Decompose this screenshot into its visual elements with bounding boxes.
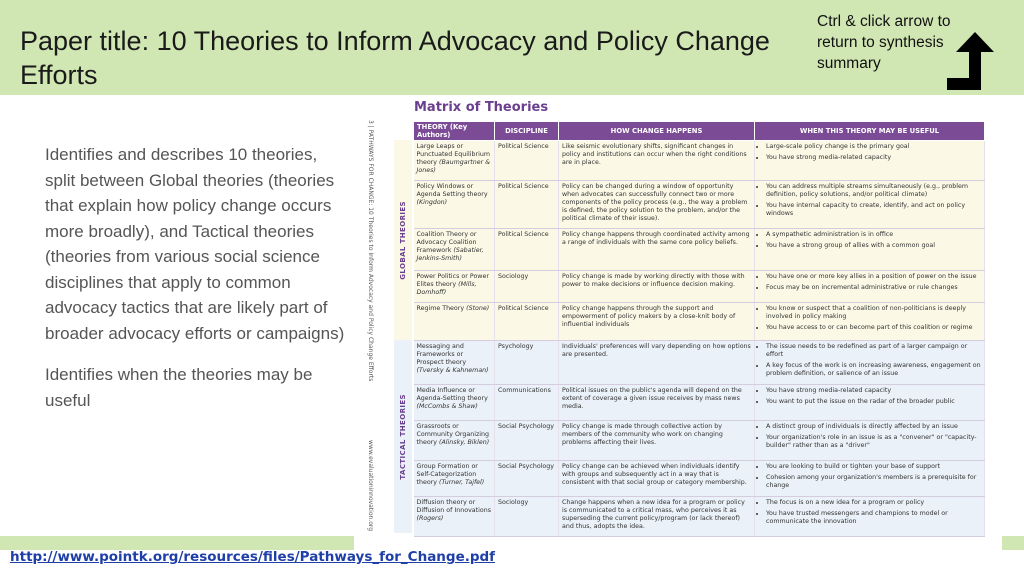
when-item: • Cohesion among your organization's members is a prerequisite for change: [766, 474, 981, 490]
theory-name: Grassroots or Community Organizing theory: [416, 423, 490, 446]
discipline-cell: Communications: [495, 385, 559, 421]
table-row: [414, 497, 985, 537]
when-cell: [755, 229, 985, 271]
discipline-cell: Social Psychology: [495, 421, 559, 461]
how-cell: Political issues on the public's agenda will depend on the extent of coverage a given issue receives by mass news media.: [559, 385, 755, 421]
when-item: • You have strong media-related capacity: [766, 154, 981, 162]
how-cell: Policy can be changed during a window of opportunity when advocates can successfully connect two or more components of the policy process (e.g., the way a problem is defined, the policy solution to the problem, and/or the political climate of their issue).: [559, 181, 755, 229]
table-row: [414, 303, 985, 341]
table-header-row: [414, 122, 985, 141]
theory-authors: (Mills, Domhoff): [416, 281, 477, 296]
theory-cell: [414, 141, 495, 181]
when-cell: [755, 303, 985, 341]
discipline-cell: Political Science: [495, 303, 559, 341]
group-label-text: TACTICAL THEORIES: [399, 393, 407, 480]
theory-authors: (Turner, Tajfel): [439, 479, 485, 486]
column-header-when: WHEN THIS THEORY MAY BE USEFUL: [755, 122, 985, 141]
theory-authors: (Baumgartner & Jones): [416, 159, 491, 174]
table-row: [414, 341, 985, 385]
theory-cell: [414, 303, 495, 341]
when-cell: [755, 181, 985, 229]
theory-name: Messaging and Frameworks or Prospect theory: [416, 343, 467, 366]
when-item: • A distinct group of individuals is directly affected by an issue: [766, 423, 981, 431]
when-cell: [755, 497, 985, 537]
theory-cell: [414, 271, 495, 303]
when-item: • The issue needs to be redefined as part of a larger campaign or effort: [766, 343, 981, 359]
how-cell: Individuals' preferences will vary depending on how options are presented.: [559, 341, 755, 385]
footer-bar: [0, 536, 354, 550]
how-cell: Change happens when a new idea for a program or policy is communicated to a critical mass, who perceives it as superseding the current policy/program (or lack thereof) and thus, adopts the idea.: [559, 497, 755, 537]
table-row: [414, 385, 985, 421]
description-paragraph: Identifies and describes 10 theories, split between Global theories (theories that explain how policy change occurs more broadly), and Tactical theories (theories from various social science disciplines that apply to common advocacy tactics that are likely part of broader advocacy efforts or campaigns): [45, 145, 345, 343]
document-spine-text: [365, 120, 379, 540]
return-arrow-icon[interactable]: [942, 30, 1012, 92]
when-item: • A key focus of the work is on increasing awareness, engagement on problem definition, or salience of an issue: [766, 362, 981, 378]
when-item: • You have access to or can become part of this coalition or regime: [766, 324, 981, 332]
theory-cell: [414, 461, 495, 497]
when-item: • You have strong media-related capacity: [766, 387, 981, 395]
when-item: • You can address multiple streams simultaneously (e.g., problem definition, policy solutions, and/or political climate): [766, 183, 981, 199]
discipline-cell: Sociology: [495, 497, 559, 537]
theory-name: Coalition Theory or Advocacy Coalition Framework: [416, 231, 477, 254]
column-header-theory: THEORY (Key Authors): [414, 122, 495, 141]
discipline-cell: Political Science: [495, 229, 559, 271]
when-cell: [755, 421, 985, 461]
theory-authors: (Rogers): [416, 515, 444, 522]
table-row: [414, 181, 985, 229]
when-item: • You have one or more key allies in a position of power on the issue: [766, 273, 981, 281]
when-item: • You want to put the issue on the radar of the broader public: [766, 398, 981, 406]
how-cell: Like seismic evolutionary shifts, significant changes in policy and institutions can occur when the right conditions are in place.: [559, 141, 755, 181]
theory-name: Policy Windows or Agenda Setting theory: [416, 183, 488, 198]
navigation-hint: Ctrl & click arrow to return to synthesis summary: [817, 13, 951, 72]
how-cell: Policy change is made by working directly with those with power to make decisions or influence decision making.: [559, 271, 755, 303]
spine-title: 3 | PATHWAYS FOR CHANGE: 10 Theories to Inform Advocacy and Policy Change Efforts: [367, 120, 374, 382]
source-pdf-link[interactable]: http://www.pointk.org/resources/files/Pathways_for_Change.pdf: [10, 549, 496, 565]
when-item: • Focus may be on incremental administrative or rule changes: [766, 284, 981, 292]
how-cell: Policy change happens through coordinated activity among a range of individuals with the same core policy beliefs.: [559, 229, 755, 271]
column-header-discipline: DISCIPLINE: [495, 122, 559, 141]
table-row: [414, 229, 985, 271]
theory-cell: [414, 421, 495, 461]
description-paragraph: Identifies when the theories may be useful: [45, 365, 313, 410]
spine-url: www.evaluationinnovation.org: [367, 440, 374, 532]
theory-authors: (Sabatier, Jenkins-Smith): [416, 247, 484, 262]
when-item: • You have a strong group of allies with a common goal: [766, 242, 981, 250]
theory-authors: (Stone): [466, 305, 490, 312]
discipline-cell: Social Psychology: [495, 461, 559, 497]
global-theories-label: [394, 140, 412, 340]
table-row: [414, 421, 985, 461]
when-item: • You have internal capacity to create, identify, and act on policy windows: [766, 202, 981, 218]
theory-name: Regime Theory: [416, 305, 465, 312]
theory-cell: [414, 497, 495, 537]
when-item: • A sympathetic administration is in office: [766, 231, 981, 239]
matrix-title: Matrix of Theories: [414, 100, 549, 115]
footer-bar-right: [1002, 536, 1024, 550]
theory-cell: [414, 341, 495, 385]
discipline-cell: Psychology: [495, 341, 559, 385]
table-row: [414, 141, 985, 181]
theory-cell: [414, 181, 495, 229]
theory-authors: (Tversky & Kahneman): [416, 367, 489, 374]
when-cell: [755, 341, 985, 385]
theory-authors: (Alinsky, Biklen): [439, 439, 490, 446]
when-cell: [755, 141, 985, 181]
when-item: • You are looking to build or tighten your base of support: [766, 463, 981, 471]
group-label-text: GLOBAL THEORIES: [399, 200, 407, 280]
when-item: • Large-scale policy change is the primary goal: [766, 143, 981, 151]
when-cell: [755, 461, 985, 497]
table-row: [414, 461, 985, 497]
discipline-cell: Political Science: [495, 181, 559, 229]
theory-name: Group Formation or Self-Categorization theory: [416, 463, 478, 486]
theory-authors: (Kingdon): [416, 199, 448, 206]
when-item: • You know or suspect that a coalition of non-politicians is deeply involved in policy making: [766, 305, 981, 321]
column-header-how: HOW CHANGE HAPPENS: [559, 122, 755, 141]
when-cell: [755, 271, 985, 303]
discipline-cell: Political Science: [495, 141, 559, 181]
theory-authors: (McCombs & Shaw): [416, 403, 478, 410]
tactical-theories-label: [394, 340, 412, 533]
how-cell: Policy change is made through collective action by members of the community who work on changing problems affecting their lives.: [559, 421, 755, 461]
when-item: • The focus is on a new idea for a program or policy: [766, 499, 981, 507]
discipline-cell: Sociology: [495, 271, 559, 303]
paper-description: [45, 142, 345, 429]
when-cell: [755, 385, 985, 421]
page-title: Paper title: 10 Theories to Inform Advocacy and Policy Change Efforts: [20, 26, 770, 90]
how-cell: Policy change happens through the support and empowerment of policy makers by a close-knit body of influential individuals: [559, 303, 755, 341]
matrix-of-theories-table: [413, 121, 985, 537]
how-cell: Policy change can be achieved when individuals identify with groups and subsequently act in a way that is consistent with that social group or category membership.: [559, 461, 755, 497]
theory-cell: [414, 229, 495, 271]
when-item: • Your organization's role in an issue is as a "convener" or "capacity-builder" rather than as a "driver": [766, 434, 981, 450]
table-row: [414, 271, 985, 303]
theory-name: Power Politics or Power Elites theory: [416, 273, 489, 288]
theory-cell: [414, 385, 495, 421]
when-item: • You have trusted messengers and champions to model or communicate the innovation: [766, 510, 981, 526]
theory-name: Media Influence or Agenda-Setting theory: [416, 387, 488, 402]
theory-name: Large Leaps or Punctuated Equilibrium theory: [416, 143, 490, 166]
theory-name: Diffusion theory or Diffusion of Innovations: [416, 499, 491, 514]
